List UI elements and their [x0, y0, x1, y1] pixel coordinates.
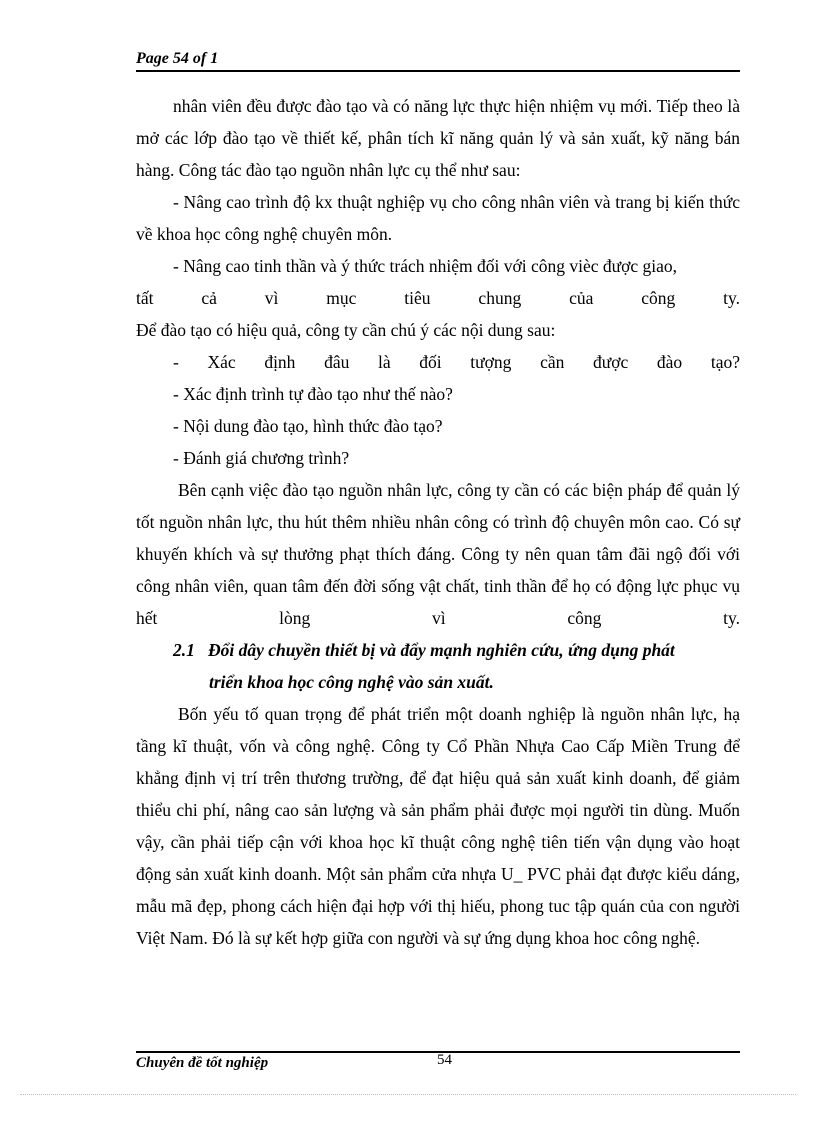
paragraph: nhân viên đều được đào tạo và có năng lực thực hiện nhiệm vụ mới. Tiếp theo là mở các lớp đào tạo về thiết kế, phân tích kĩ năng quản lý và sản xuất, kỹ năng bán hàng. Công tác đào tạo nguồn nhân lực cụ thể như sau: — [136, 96, 740, 180]
section-title-line1: Đổi dây chuyền thiết bị và đẩy mạnh nghiên cứu, ứng dụng phát — [208, 640, 675, 660]
section-number: 2.1 — [173, 640, 195, 660]
page-header — [136, 48, 740, 72]
paragraph: Bên cạnh việc đào tạo nguồn nhân lực, công ty cần có các biện pháp để quản lý tốt nguồn nhân lực, thu hút thêm nhiều nhân công có trình độ chuyên môn cao. Có sự khuyến khích và sự thưởng phạt thích đáng. Công ty nên quan tâm đãi ngộ đối với công nhân viên, quan tâm đến đời sống vật chất, tinh thần để họ có động lực phục vụ hết lòng vì công ty. — [136, 480, 740, 628]
page-bottom-divider — [20, 1094, 796, 1095]
bullet-item: - Nâng cao trình độ kx thuật nghiệp vụ cho công nhân viên và trang bị kiến thức về khoa học công nghệ chuyên môn. — [136, 192, 740, 244]
paragraph: Để đào tạo có hiệu quả, công ty cần chú ý các nội dung sau: — [136, 320, 556, 340]
section-title-line2: triển khoa học công nghệ vào sản xuất. — [209, 672, 494, 692]
document-body — [136, 90, 740, 954]
footer-page-number: 54 — [437, 1052, 452, 1068]
bullet-item: - Nội dung đào tạo, hình thức đào tạo? — [173, 416, 443, 436]
paragraph: Bốn yếu tố quan trọng để phát triển một doanh nghiệp là nguồn nhân lực, hạ tầng kĩ thuật, vốn và công nghệ. Công ty Cổ Phần Nhựa Cao Cấp Miền Trung để khẳng định vị trí trên thương trường, để đạt hiệu quả sản xuất kinh doanh, để giảm thiểu chi phí, nâng cao sản lượng và sản phẩm phải được mọi người tin dùng. Muốn vậy, cần phải tiếp cận với khoa học kĩ thuật công nghệ tiên tiến vận dụng vào hoạt động sản xuất kinh doanh. Một sản phẩm cửa nhựa U_ PVC phải đạt được kiểu dáng, mẫu mã đẹp, phong cách hiện đại hợp với thị hiếu, phong tuc tập quán của con người Việt Nam. Đó là sự kết hợp giữa con người và sự ứng dụng khoa hoc công nghệ. — [136, 704, 740, 948]
section-heading — [136, 634, 740, 698]
paragraph-line: tất cả vì mục tiêu chung của công ty. — [136, 288, 740, 308]
bullet-item: - Xác định đâu là đối tượng cần được đào tạo? — [173, 352, 740, 372]
bullet-item: - Đánh giá chương trình? — [173, 448, 350, 468]
bullet-item: - Nâng cao tinh thần và ý thức trách nhiệm đối với công vièc được giao, — [173, 256, 677, 276]
bullet-item: - Xác định trình tự đào tạo như thế nào? — [173, 384, 453, 404]
page-header-title: Page 54 of 1 — [136, 50, 219, 67]
footer-title: Chuyên đề tốt nghiệp — [136, 1055, 269, 1071]
